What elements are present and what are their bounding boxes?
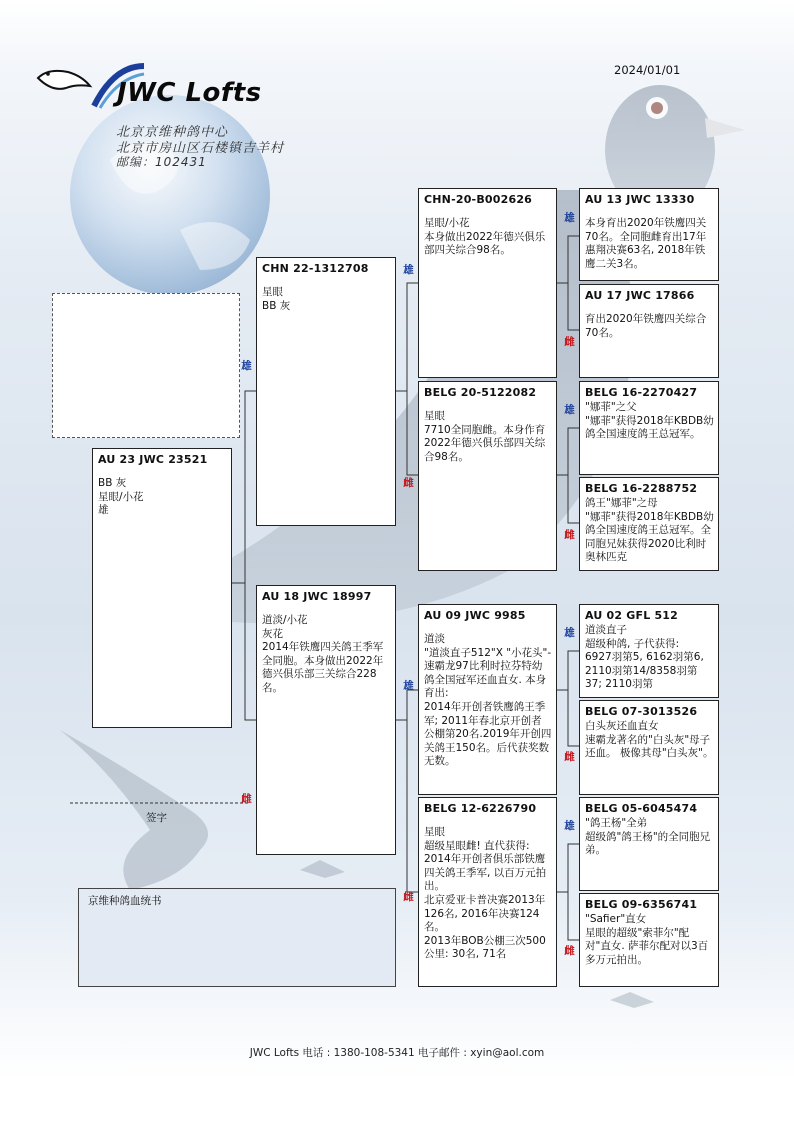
sex-mark-female: 雌 [241,793,252,805]
ssd-card[interactable] [579,284,719,378]
pigeon-photo-placeholder[interactable] [52,293,240,438]
sex-mark-male: 雄 [403,264,414,276]
pigeon-details: BB 灰 星眼/小花 雄 [98,477,144,517]
pigeon-details: "鸽王杨"全弟 超级鸽"鸽王杨"的全同胞兄弟。 [585,817,711,857]
dam-dam-card[interactable] [418,797,557,987]
sex-mark-male: 雄 [241,360,252,372]
sex-mark-female: 雌 [564,529,575,541]
sire-dam-card[interactable] [418,381,557,571]
sex-mark-female: 雌 [403,477,414,489]
dam-card[interactable] [256,585,396,855]
ring-number: AU 18 JWC 18997 [262,590,372,603]
sex-mark-female: 雌 [403,891,414,903]
sire-sire-card[interactable] [418,188,557,378]
sdd-card[interactable] [579,477,719,571]
subject-pigeon-card[interactable] [92,448,232,728]
dam-sire-card[interactable] [418,604,557,795]
dds-card[interactable] [579,797,719,891]
dss-card[interactable] [579,604,719,698]
pigeon-details: 白头灰还血直女 速霸龙著名的"白头灰"母子还血。 极像其母"白头灰"。 [585,720,714,760]
certificate-title: 京维种鸽血统书 [88,895,162,907]
pigeon-details: 道淡 "道淡直子512"X "小花头"-速霸龙97比利时拉芬特幼鸽全国冠军还血直女. 本身育出: 2014年开创者铁鹰鸽王季军; 2011年春北京开创者公棚第20名.2019年开创四关鸽王150名。后代获奖数无数。 [424,633,552,768]
ring-number: BELG 05-6045474 [585,802,698,815]
pigeon-details: 道淡/小花 灰花 2014年铁鹰四关鸽王季军全同胞。本身做出2022年德兴俱乐部三关综合228名。 [262,614,384,694]
signature-label: 签字 [146,812,167,824]
ring-number: BELG 16-2270427 [585,386,698,399]
ring-number: CHN 22-1312708 [262,262,369,275]
pigeon-details: 本身育出2020年铁鹰四关70名。全同胞雌育出17年惠翔决赛63名, 2018年铁鹰二关3名。 [585,217,707,270]
pigeon-details: "娜菲"之父 "娜菲"获得2018年KBDB幼鸽全国速度鸽王总冠军。 [585,401,714,441]
sex-mark-male: 雄 [564,627,575,639]
dsd-card[interactable] [579,700,719,795]
center-name: 北京京维种鸽中心 [116,125,229,140]
ddd-card[interactable] [579,893,719,987]
pigeon-details: 星眼 超级星眼雌! 直代获得: 2014年开创者俱乐部铁鹰四关鸽王季军, 以百万元拍出。 北京爱亚卡普决赛2013年126名, 2016年决赛124名。 2013年BOB公棚三次500公里: 30名, 71名 [424,826,547,961]
ring-number: BELG 16-2288752 [585,482,698,495]
sex-mark-male: 雄 [564,212,575,224]
sex-mark-female: 雌 [564,945,575,957]
pigeon-details: 育出2020年铁鹰四关综合70名。 [585,313,707,339]
ring-number: AU 13 JWC 13330 [585,193,695,206]
ring-number: BELG 07-3013526 [585,705,698,718]
sex-mark-male: 雄 [564,404,575,416]
sex-mark-female: 雌 [564,336,575,348]
brand-logo-text: JWC Lofts [117,78,262,108]
ring-number: AU 09 JWC 9985 [424,609,526,622]
date-stamp: 2024/01/01 [614,63,681,77]
ring-number: AU 17 JWC 17866 [585,289,695,302]
sire-card[interactable] [256,257,396,526]
pigeon-details: "Safier"直女 星眼的超级"索菲尔"配对"直女. 萨菲尔配对以3百多万元拍出。 [585,913,709,966]
ring-number: CHN-20-B002626 [424,193,533,206]
sex-mark-male: 雄 [403,680,414,692]
ring-number: AU 23 JWC 23521 [98,453,208,466]
sss-card[interactable] [579,188,719,281]
sex-mark-female: 雌 [564,751,575,763]
ring-number: AU 02 GFL 512 [585,609,679,622]
sex-mark-male: 雄 [564,820,575,832]
sds-card[interactable] [579,381,719,475]
ring-number: BELG 09-6356741 [585,898,698,911]
pigeon-details: 星眼 BB 灰 [262,286,291,312]
certificate-panel [78,888,396,987]
footer-contact: JWC Lofts 电话 : 1380-108-5341 电子邮件 : xyin@aol.com [249,1047,545,1059]
center-address: 北京市房山区石楼镇吉羊村 [116,141,285,156]
postcode: 邮编：102431 [116,155,207,169]
pigeon-details: 星眼 7710全同胞雌。本身作育2022年德兴俱乐部四关综合98名。 [424,410,546,463]
ring-number: BELG 12-6226790 [424,802,537,815]
pigeon-details: 道淡直子 超级种鸽, 子代获得: 6927羽第5, 6162羽第6, 2110羽第14/8358羽第37; 2110羽第 [585,624,704,691]
pigeon-details: 鸽王"娜菲"之母 "娜菲"获得2018年KBDB幼鸽全国速度鸽王总冠军。全同胞兄妹获得2020比利时奥林匹克 [585,497,714,564]
ring-number: BELG 20-5122082 [424,386,537,399]
pigeon-details: 星眼/小花 本身做出2022年德兴俱乐部四关综合98名。 [424,217,546,257]
